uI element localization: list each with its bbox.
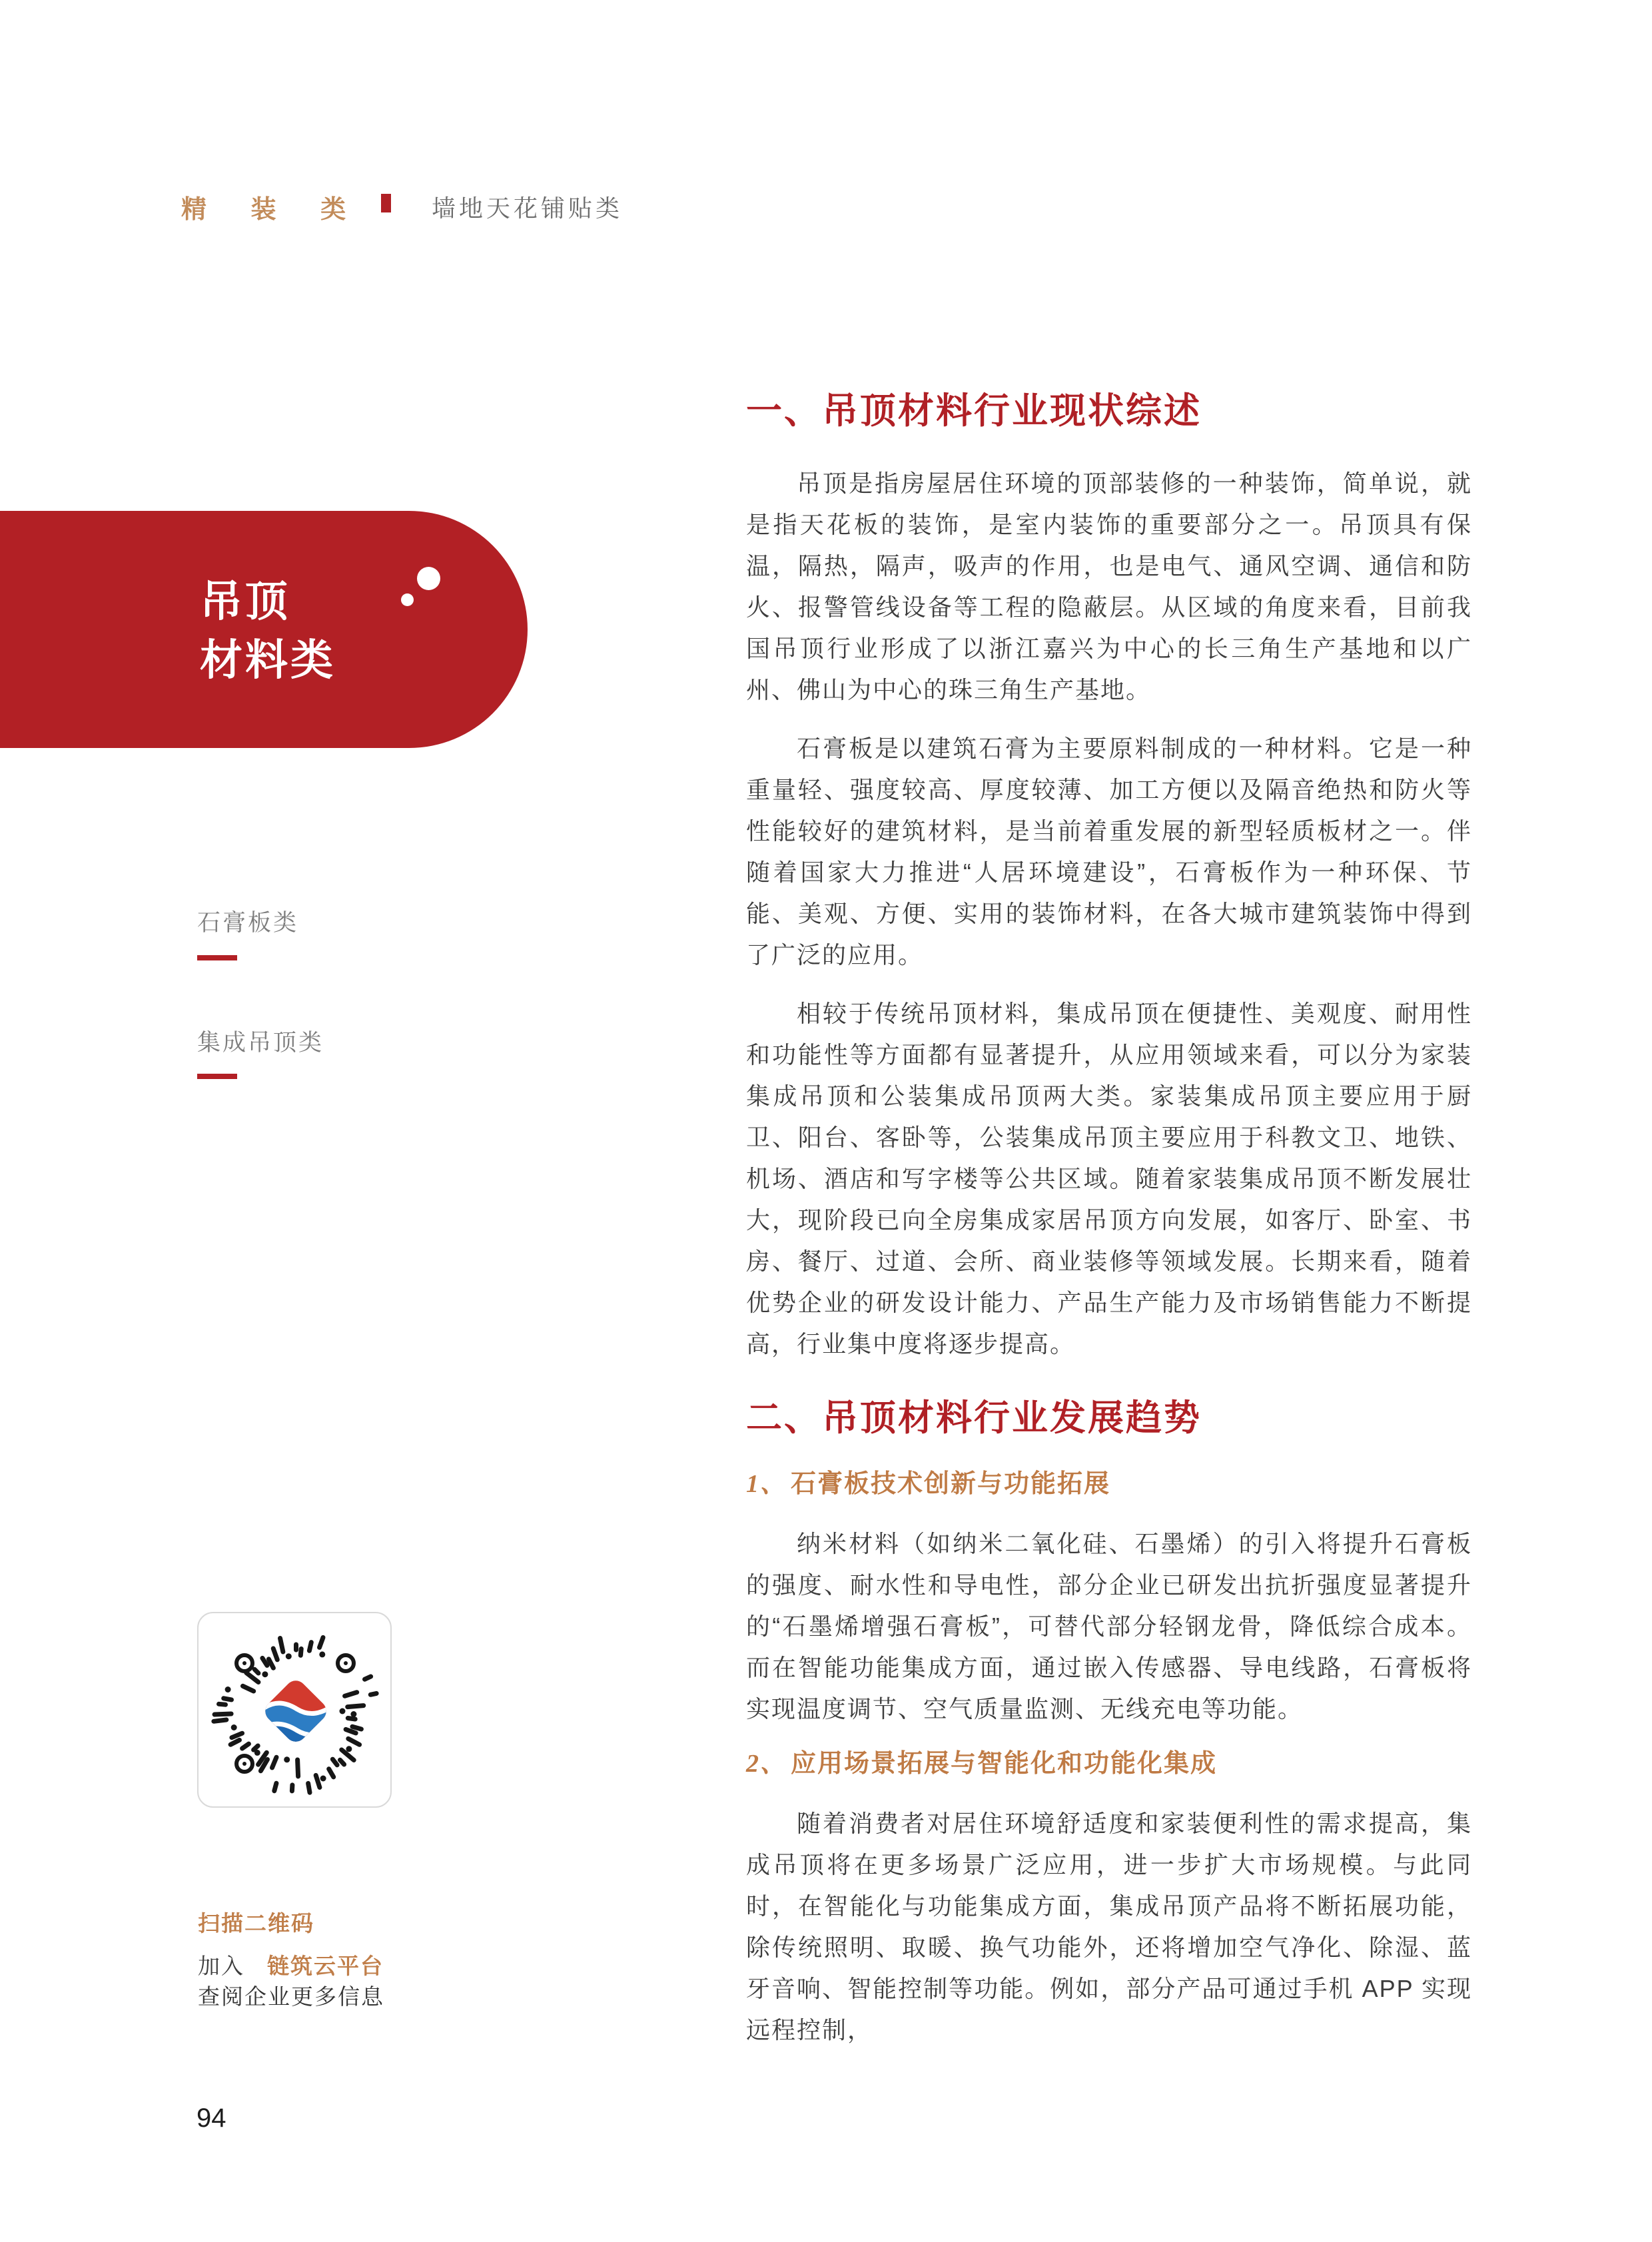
paragraph: 相较于传统吊顶材料，集成吊顶在便捷性、美观度、耐用性和功能性等方面都有显著提升，从应用领域来看，可以分为家装集成吊顶和公装集成吊顶两大类。家装集成吊顶主要应用于厨卫、阳台、客卧等，公装集成吊顶主要应用于科教文卫、地铁、机场、酒店和写字楼等公共区域。随着家装集成吊顶不断发展壮大，现阶段已向全房集成家居吊顶方向发展，如客厅、卧室、书房、餐厅、过道、会所、商业装修等领域发展。长期来看，随着优势企业的研发设计能力、产品生产能力及市场销售能力不断提高，行业集中度将逐步提高。 bbox=[746, 1000, 1472, 1357]
subsection-1-heading bbox=[746, 1467, 1472, 1501]
qr-code-card bbox=[197, 1612, 392, 1808]
section-1-heading: 一、吊顶材料行业现状综述 bbox=[746, 391, 1202, 431]
subsection-2-number: 2、 bbox=[746, 1750, 787, 1778]
decor-dot-large bbox=[417, 567, 440, 590]
chapter-title-line1: 吊顶 bbox=[200, 577, 290, 625]
header-red-square-marker bbox=[381, 194, 391, 212]
subsection-2-heading bbox=[746, 1747, 1472, 1780]
scan-qr-join-label: 加入 bbox=[198, 1954, 244, 1978]
page-header bbox=[0, 188, 1652, 222]
header-category-label: 精 装 类 bbox=[181, 196, 365, 224]
header-section-label: 墙地天花铺贴类 bbox=[432, 194, 623, 222]
main-content bbox=[746, 390, 1472, 2068]
chapter-title bbox=[200, 572, 336, 689]
qr-center-logo-icon bbox=[257, 1677, 336, 1753]
platform-name: 链筑云平台 bbox=[267, 1954, 384, 1978]
sidebar-item-gypsum-board: 石膏板类 bbox=[197, 910, 299, 936]
paragraph: 纳米材料（如纳米二氧化硅、石墨烯）的引入将提升石膏板的强度、耐水性和导电性，部分企业已研发出抗折强度显著提升的“石墨烯增强石膏板”，可替代部分轻钢龙骨，降低综合成本。而在智能功能集成方面，通过嵌入传感器、导电线路，石膏板将实现温度调节、空气质量监测、无线充电等功能。 bbox=[746, 1530, 1472, 1722]
page-number: 94 bbox=[197, 2103, 226, 2133]
subsection-2-title: 应用场景拓展与智能化和功能化集成 bbox=[791, 1750, 1218, 1778]
section-2-heading: 二、吊顶材料行业发展趋势 bbox=[746, 1398, 1202, 1438]
sidebar-item-integrated-ceiling: 集成吊顶类 bbox=[197, 1030, 324, 1056]
subsection-1-number: 1、 bbox=[746, 1470, 787, 1498]
scan-qr-title: 扫描二维码 bbox=[198, 1911, 314, 1936]
scan-qr-line2 bbox=[198, 1949, 384, 1980]
sidebar-item-divider bbox=[197, 955, 237, 960]
paragraph: 吊顶是指房屋居住环境的顶部装修的一种装饰，简单说，就是指天花板的装饰，是室内装饰的重要部分之一。吊顶具有保温，隔热，隔声，吸声的作用，也是电气、通风空调、通信和防火、报警管线设备等工程的隐蔽层。从区域的角度来看，目前我国吊顶行业形成了以浙江嘉兴为中心的长三角生产基地和以广州、佛山为中心的珠三角生产基地。 bbox=[746, 470, 1472, 703]
sidebar-item-divider bbox=[197, 1074, 237, 1079]
scan-qr-line3: 查阅企业更多信息 bbox=[198, 1984, 384, 2009]
paragraph: 石膏板是以建筑石膏为主要原料制成的一种材料。它是一种重量轻、强度较高、厚度较薄、加工方便以及隔音绝热和防火等性能较好的建筑材料，是当前着重发展的新型轻质板材之一。伴随着国家大力推进“人居环境建设”，石膏板作为一种环保、节能、美观、方便、实用的装饰材料，在各大城市建筑装饰中得到了广泛的应用。 bbox=[746, 735, 1472, 968]
chapter-banner bbox=[0, 511, 528, 748]
decor-dot-small bbox=[401, 593, 414, 606]
chapter-title-line2: 材料类 bbox=[200, 636, 336, 684]
subsection-1-title: 石膏板技术创新与功能拓展 bbox=[791, 1470, 1111, 1498]
paragraph: 随着消费者对居住环境舒适度和家装便利性的需求提高，集成吊顶将在更多场景广泛应用，进一步扩大市场规模。与此同时，在智能化与功能集成方面，集成吊顶产品将不断拓展功能，除传统照明、取暖、换气功能外，还将增加空气净化、除湿、蓝牙音响、智能控制等功能。例如，部分产品可通过手机 APP 实现远程控制， bbox=[746, 1810, 1472, 2044]
qr-code bbox=[199, 1613, 392, 1808]
